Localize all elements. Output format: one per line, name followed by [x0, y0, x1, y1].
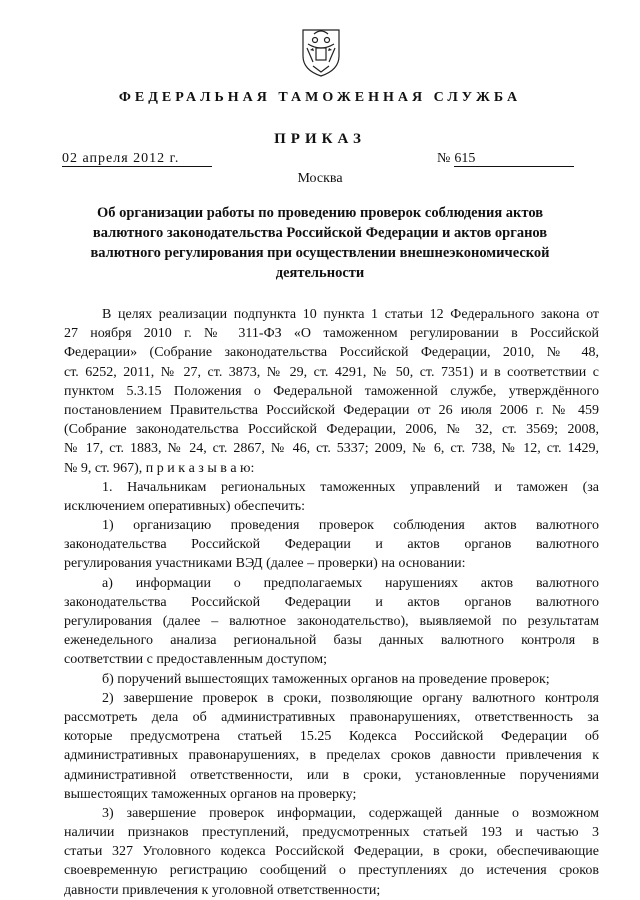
state-emblem-icon	[298, 22, 344, 78]
body-line: 3) завершение проверок информации, содержащей данные о возможном	[102, 805, 599, 821]
body-line: вышестоящих таможенных органов на проверку;	[64, 786, 357, 802]
body-line: своевременную регистрацию сообщений о преступлениях до истечения сроков	[64, 863, 599, 879]
body-line: пунктом 5.3.15 Положения о Федеральной таможенной службе, утверждённого	[64, 383, 599, 399]
body-line: 2) завершение проверок в сроки, позволяющие органу валютного контроля	[102, 690, 599, 706]
number-sign: №	[437, 151, 451, 166]
title-line: валютного регулирования при осуществлении внешнеэкономической	[90, 245, 550, 261]
body-line: которые предусмотрена статьей 15.25 Кодекса Российской Федерации об	[64, 729, 599, 745]
body-line: еженедельного анализа региональной базы данных валютного контроля в	[64, 633, 599, 649]
document-type: ПРИКАЗ	[274, 131, 366, 147]
body-line: ст. 6252, 2011, № 27, ст. 3873, № 29, ст. 4291, № 50, ст. 7351) и в соответствии с	[64, 364, 599, 380]
body-line: административных правонарушениях, в пределах сроков давности привлечения к	[64, 748, 599, 764]
body-line: В целях реализации подпункта 10 пункта 1 статьи 12 Федерального закона от	[102, 307, 599, 322]
body-line: (Собрание законодательства Российской Федерации, 2006, № 32, ст. 3569; 2008,	[64, 422, 599, 438]
body-line: соответствии с предоставленным доступом;	[64, 652, 327, 668]
body-line: а) информации о предполагаемых нарушениях актов валютного	[102, 575, 599, 591]
body-line: давности привлечения к уголовной ответственности;	[64, 882, 381, 898]
body-line: Федерации» (Собрание законодательства Российской Федерации, 2010, № 48,	[64, 345, 599, 361]
body-line: регулирования (далее – валютное законодательство), выявляемой по результатам	[64, 614, 599, 629]
order-number	[437, 151, 574, 167]
body-line: законодательства Российской Федерации и актов органов валютного	[64, 537, 599, 553]
body-line: законодательства Российской Федерации и актов органов валютного	[64, 594, 599, 610]
body-line: административной ответственности, или в сроки, установленные поручениями	[64, 767, 599, 783]
title-line: деятельности	[275, 265, 365, 281]
body-line: 1. Начальникам региональных таможенных управлений и таможен (за	[102, 479, 599, 495]
body-line: № 17, ст. 1883, № 24, ст. 2867, № 46, ст. 5337; 2009, № 6, ст. 738, № 12, ст. 1429,	[64, 441, 599, 457]
date-value: 02 апреля 2012 г.	[62, 151, 212, 167]
body-line: регулирования участниками ВЭД (далее – проверки) на основании:	[64, 556, 466, 572]
number-value: 615	[454, 151, 574, 167]
agency-name: ФЕДЕРАЛЬНАЯ ТАМОЖЕННАЯ СЛУЖБА	[118, 90, 522, 105]
city: Москва	[297, 171, 343, 186]
body-line: 1) организацию проведения проверок соблюдения актов валютного	[102, 518, 599, 534]
title-line: Об организации работы по проведению проверок соблюдения актов	[96, 205, 544, 221]
body-line: рассмотреть дела об административных правонарушениях, ответственность за	[64, 709, 599, 725]
body-line: наличии признаков преступлений, предусмотренных статьей 193 и частью 3	[64, 825, 599, 841]
document-body	[64, 305, 599, 900]
body-line: № 9, ст. 967), п р и к а з ы в а ю:	[64, 460, 255, 476]
body-line: 27 ноября 2010 г. № 311-ФЗ «О таможенном регулировании в Российской	[64, 326, 599, 342]
body-line: статьи 327 Уголовного кодекса Российской Федерации, в сроки, обеспечивающие	[64, 844, 599, 860]
body-line: исключением оперативных) обеспечить:	[64, 498, 306, 514]
title-line: валютного законодательства Российской Федерации и актов органов	[92, 225, 548, 241]
body-line: постановлением Правительства Российской Федерации от 26 июля 2006 г. № 459	[64, 402, 599, 418]
order-date	[62, 151, 212, 167]
document-title	[80, 203, 560, 283]
body-line: б) поручений вышестоящих таможенных органов на проведение проверок;	[102, 671, 550, 687]
